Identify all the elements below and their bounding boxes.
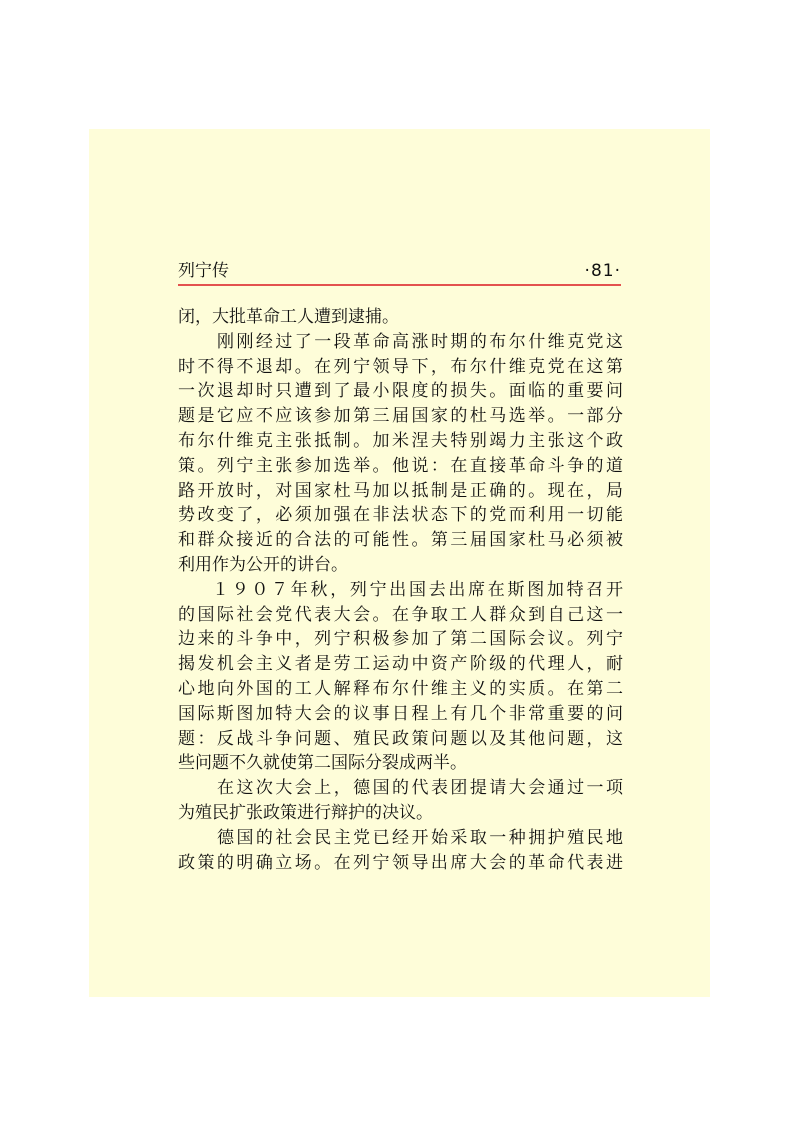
body-text (178, 305, 623, 875)
book-title: 列宁传 (178, 261, 229, 281)
paragraph-start-line: 在这次大会上，德国的代表团提请大会通过一项 (217, 778, 623, 799)
paragraph-start-line: １９０７年秋，列宁出国去出席在斯图加特召开 (212, 579, 623, 600)
text-line: 的国际社会党代表大会。在争取工人群众到自己这一 (178, 604, 623, 625)
text-line: 路开放时，对国家杜马加以抵制是正确的。现在，局 (178, 480, 623, 501)
text-line: 政策的明确立场。在列宁领导出席大会的革命代表进 (178, 852, 623, 873)
text-line: 利用作为公开的讲台。 (178, 554, 348, 575)
running-header (178, 260, 621, 286)
text-line: 势改变了，必须加强在非法状态下的党而利用一切能 (178, 505, 623, 526)
text-line: 闭，大批革命工人遭到逮捕。 (178, 307, 399, 327)
text-line: 一次退却时只遭到了最小限度的损失。面临的重要问 (178, 381, 623, 402)
text-line: 时不得不退却。在列宁领导下，布尔什维克党在这第 (178, 356, 623, 377)
text-line: 和群众接近的合法的可能性。第三届国家杜马必须被 (178, 530, 623, 551)
paragraph-start-line: 德国的社会民主党已经开始采取一种拥护殖民地 (217, 827, 623, 848)
text-line: 为殖民扩张政策进行辩护的决议。 (178, 802, 433, 823)
text-line: 国际斯图加特大会的议事日程上有几个非常重要的问 (178, 703, 623, 724)
text-line: 题：反战斗争问题、殖民政策问题以及其他问题，这 (178, 728, 623, 749)
text-line: 布尔什维克主张抵制。加米涅夫特别竭力主张这个政 (178, 430, 623, 451)
text-line: 揭发机会主义者是劳工运动中资产阶级的代理人，耐 (178, 654, 623, 675)
text-line: 题是它应不应该参加第三届国家的杜马选举。一部分 (178, 406, 623, 427)
page-number: ·81· (584, 261, 621, 281)
paragraph-start-line: 刚刚经过了一段革命高涨时期的布尔什维克党这 (217, 331, 623, 352)
text-line: 边来的斗争中，列宁积极参加了第二国际会议。列宁 (178, 629, 623, 650)
text-line: 些问题不久就使第二国际分裂成两半。 (178, 753, 467, 774)
text-line: 策。列宁主张参加选举。他说：在直接革命斗争的道 (178, 455, 623, 476)
text-line: 心地向外国的工人解释布尔什维主义的实质。在第二 (178, 678, 623, 699)
